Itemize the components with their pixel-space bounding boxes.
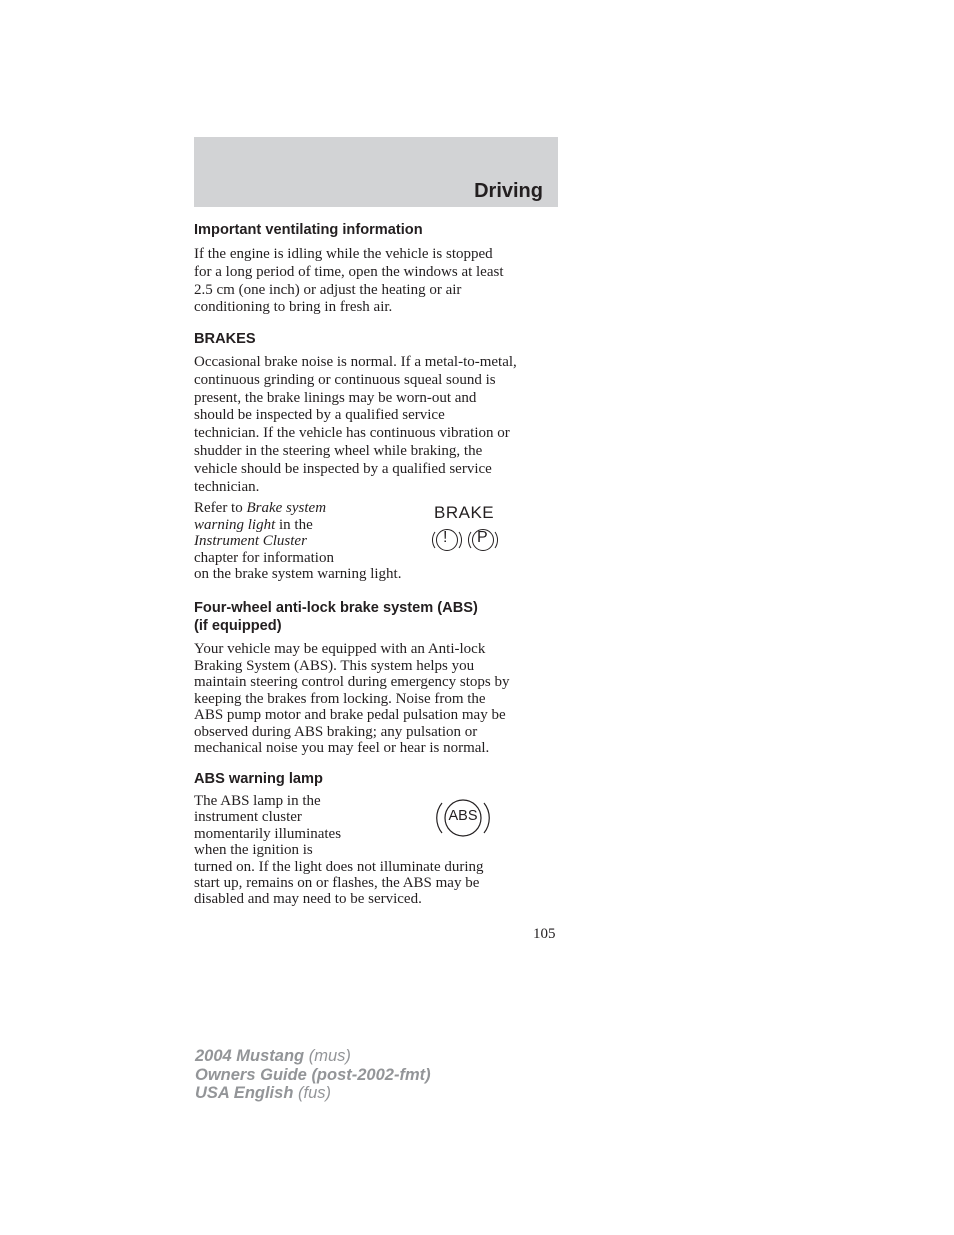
page-number: 105 — [533, 926, 556, 942]
body-line: instrument cluster — [194, 809, 302, 826]
body-line: should be inspected by a qualified service — [194, 407, 445, 424]
abs-lamp-body — [194, 793, 560, 908]
refer-text: Refer to — [194, 500, 247, 516]
footer-model: 2004 Mustang — [195, 1047, 305, 1065]
refer-link-instrument-cluster: Instrument Cluster — [194, 533, 307, 550]
abs-body — [194, 641, 560, 757]
body-line: momentarily illuminates — [194, 825, 342, 842]
exclamation-icon: ! — [443, 529, 448, 546]
body-line: present, the brake linings may be worn-out and — [194, 389, 477, 406]
body-line: Your vehicle may be equipped with an Anti-lock — [194, 641, 486, 657]
brakes-body — [194, 354, 560, 496]
brake-warning-symbol — [430, 503, 504, 555]
body-line: keeping the brakes from locking. Noise from the — [194, 690, 486, 707]
body-line: Braking System (ABS). This system helps you — [194, 657, 475, 674]
body-line: for a long period of time, open the windows at least — [194, 263, 504, 280]
body-line: continuous grinding or continuous squeal sound is — [194, 371, 496, 388]
body-line: turned on. If the light does not illuminate during — [194, 858, 484, 875]
section-abs — [194, 599, 560, 757]
body-line: shudder in the steering wheel while braking, the — [194, 442, 483, 459]
body-line: vehicle should be inspected by a qualified service — [194, 460, 492, 477]
section-ventilating — [194, 221, 560, 317]
chapter-header-band — [194, 137, 558, 207]
body-line: If the engine is idling while the vehicle is stopped — [194, 246, 493, 262]
footer-line-1 — [195, 1047, 431, 1066]
section-brakes — [194, 330, 560, 496]
footer-language: USA English — [195, 1084, 294, 1103]
heading-abs-line1: Four-wheel anti-lock brake system (ABS) — [194, 600, 478, 616]
body-line: The ABS lamp in the — [194, 793, 321, 809]
body-line: 2.5 cm (one inch) or adjust the heating or air — [194, 281, 462, 298]
brake-circles-icon — [430, 526, 504, 556]
footer-model-code: (mus) — [304, 1047, 351, 1065]
brake-symbol-word: BRAKE — [434, 503, 495, 522]
refer-text: in the — [275, 516, 313, 533]
body-line: observed during ABS braking; any pulsation or — [194, 723, 478, 740]
footer-language-code: (fus) — [293, 1084, 331, 1103]
heading-brakes: BRAKES — [194, 331, 256, 347]
heading-ventilating: Important ventilating information — [194, 222, 423, 238]
parking-p-icon: P — [477, 529, 489, 546]
abs-symbol-text: ABS — [448, 808, 478, 824]
ventilating-body — [194, 246, 560, 317]
body-line: when the ignition is — [194, 842, 313, 859]
abs-warning-symbol — [434, 795, 492, 841]
body-line: technician. — [194, 478, 260, 495]
refer-line: on the brake system warning light. — [194, 566, 402, 583]
heading-abs-lamp: ABS warning lamp — [194, 771, 323, 787]
body-line: ABS pump motor and brake pedal pulsation may be — [194, 707, 506, 723]
body-line: mechanical noise you may feel or hear is normal. — [194, 740, 490, 756]
refer-link-brake-system: Brake system — [246, 500, 327, 516]
body-line: maintain steering control during emergency stops by — [194, 674, 510, 690]
body-line: Occasional brake noise is normal. If a metal-to-metal, — [194, 354, 517, 370]
footer-line-3 — [195, 1084, 431, 1103]
body-line: start up, remains on or flashes, the ABS may be — [194, 875, 480, 892]
body-line: technician. If the vehicle has continuous vibration or — [194, 425, 510, 442]
body-line: disabled and may need to be serviced. — [194, 891, 422, 908]
refer-line: chapter for information — [194, 549, 334, 566]
refer-link-warning-light: warning light — [194, 516, 276, 533]
footer-line-2: Owners Guide (post-2002-fmt) — [195, 1065, 431, 1084]
chapter-title: Driving — [474, 180, 543, 202]
body-line: conditioning to bring in fresh air. — [194, 299, 393, 316]
section-abs-lamp — [194, 770, 560, 908]
heading-abs-line2: (if equipped) — [194, 618, 282, 634]
document-footer — [195, 1047, 431, 1103]
